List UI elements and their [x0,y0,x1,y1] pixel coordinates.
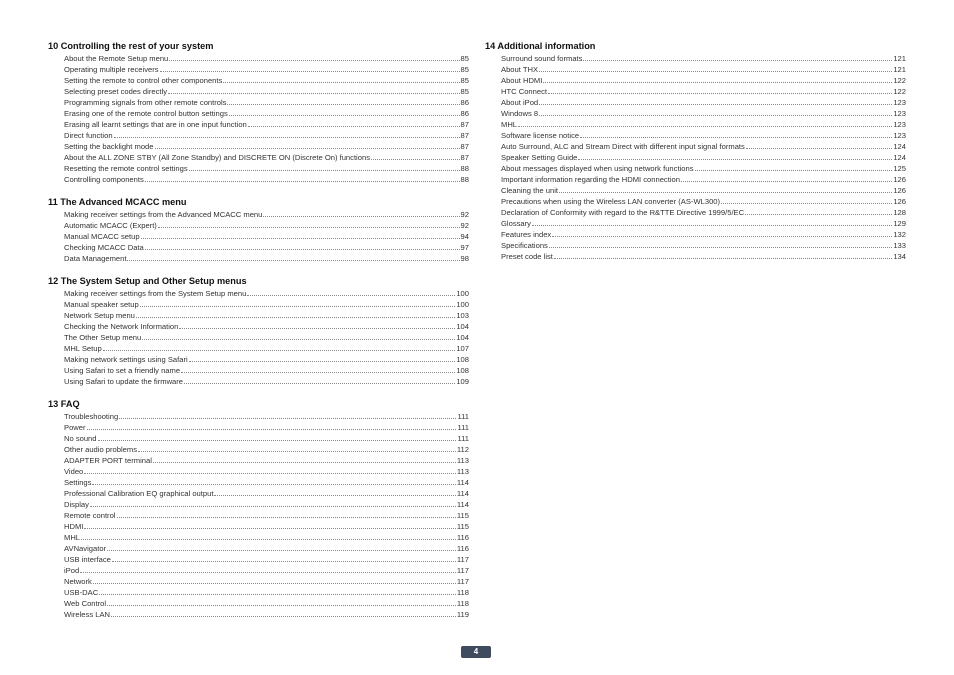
toc-entry-page: 100 [456,289,469,298]
toc-entry-link[interactable] [48,108,469,119]
toc-entry-page: 114 [456,478,469,487]
toc-entry-link[interactable] [48,466,469,477]
toc-entry-label: About the ALL ZONE STBY (All Zone Standby) and DISCRETE ON (Discrete On) functions [64,153,370,162]
toc-entry-link[interactable] [485,75,906,86]
toc-entry-label: Resetting the remote control settings [64,164,188,173]
toc-entry-label: Automatic MCACC (Expert) [64,221,157,230]
toc-entry-page: 103 [456,311,469,320]
toc-entry-label: Display [64,500,89,509]
toc-section-10-controlling-the-rest-of-your-system [48,40,469,185]
toc-entry-link[interactable] [48,521,469,532]
toc-entry-page: 109 [456,377,469,386]
toc-entry-link[interactable] [485,97,906,108]
toc-entry-link[interactable] [48,444,469,455]
dot-leader [114,130,460,138]
toc-entry-page: 114 [456,500,469,509]
toc-entry-link[interactable] [48,609,469,620]
dot-leader [84,521,455,529]
dot-leader [745,207,892,215]
dot-leader [127,253,459,261]
dot-leader [539,108,892,116]
toc-entry-page: 118 [456,599,469,608]
toc-entry-page: 85 [460,54,469,63]
dot-leader [138,444,456,452]
toc-entry-link[interactable] [48,141,469,152]
toc-entry-link[interactable] [48,499,469,510]
toc-entry-label: Specifications [501,241,548,250]
toc-entry-link[interactable] [48,310,469,321]
toc-entry-page: 126 [893,197,906,206]
toc-entry-label: Setting the backlight mode [64,142,154,151]
dot-leader [695,163,893,171]
toc-entry-label: Manual MCACC setup [64,232,140,241]
toc-entry-label: Preset code list [501,252,553,261]
dot-leader [247,288,455,296]
toc-entry-page: 117 [456,577,469,586]
toc-entry-link[interactable] [48,365,469,376]
dot-leader [721,196,892,204]
toc-entry-page: 117 [456,555,469,564]
section-title: 10 Controlling the rest of your system [48,41,214,51]
toc-entry-link[interactable] [48,354,469,365]
toc-entry-page: 114 [456,489,469,498]
toc-entry-page: 112 [456,445,469,454]
toc-entry-link[interactable] [48,299,469,310]
dot-leader [141,231,460,239]
toc-entry-page: 85 [460,87,469,96]
dot-leader [168,86,460,94]
dot-leader [155,141,460,149]
toc-entry-page: 88 [460,175,469,184]
toc-entry-link[interactable] [48,554,469,565]
toc-entry-link[interactable] [485,152,906,163]
toc-entry-link[interactable] [48,376,469,387]
dot-leader [539,97,892,105]
toc-entry-label: Operating multiple receivers [64,65,159,74]
toc-entry-page: 88 [460,164,469,173]
dot-leader [160,64,460,72]
toc-entry-label: iPod [64,566,80,575]
toc-entry-page: 123 [893,98,906,107]
toc-entry-label: Selecting preset codes directly [64,87,167,96]
toc-entry-link[interactable] [485,218,906,229]
toc-entry-page: 125 [893,164,906,173]
dot-leader [158,220,460,228]
toc-entry-label: Features index [501,230,552,239]
dot-leader [179,321,455,329]
dot-leader [539,64,892,72]
toc-entry-page: 94 [460,232,469,241]
toc-entry-label: About THX [501,65,539,74]
dot-leader [93,576,456,584]
toc-entry-page: 107 [456,344,469,353]
toc-section-12-the-system-setup-and-other-setup-menus [48,275,469,387]
dot-leader [80,565,456,573]
toc-entry-label: Remote control [64,511,116,520]
toc-entry-page: 119 [456,610,469,619]
toc-entry-page: 121 [893,54,906,63]
toc-entry-label: Programming signals from other remote controls [64,98,227,107]
dot-leader [92,477,455,485]
toc-entry-link[interactable] [48,174,469,185]
toc-entry-page: 87 [460,142,469,151]
toc-section-14-additional-information [485,40,906,262]
dot-leader [578,152,892,160]
toc-entry-label: Professional Calibration EQ graphical output [64,489,214,498]
toc-entry-label: Software license notice [501,131,580,140]
toc-entry-page: 111 [457,434,469,443]
toc-entry-link[interactable] [48,576,469,587]
toc-entry-page: 108 [456,366,469,375]
dot-leader [98,433,457,441]
dot-leader [681,174,892,182]
toc-entry-label: Web Control [64,599,107,608]
toc-entry-page: 122 [893,87,906,96]
dot-leader [227,97,459,105]
dot-leader [543,75,892,83]
dot-leader [136,310,455,318]
toc-entry-link[interactable] [48,411,469,422]
dot-leader [223,75,459,83]
dot-leader [214,488,455,496]
toc-entry-page: 92 [460,221,469,230]
toc-entry-label: MHL Setup [64,344,102,353]
toc-entry-label: Cleaning the unit [501,186,558,195]
toc-entry-link[interactable] [48,242,469,253]
dot-leader [87,422,457,430]
toc-entry-page: 128 [893,208,906,217]
toc-entry-page: 111 [457,423,469,432]
toc-entry-page: 129 [893,219,906,228]
toc-entry-label: Surround sound formats [501,54,583,63]
toc-entry-link[interactable] [48,455,469,466]
toc-entry-link[interactable] [48,97,469,108]
toc-entry-link[interactable] [48,510,469,521]
toc-entry-page: 104 [456,322,469,331]
toc-entry-link[interactable] [48,288,469,299]
toc-entry-label: AVNavigator [64,544,107,553]
toc-right-column [485,40,906,273]
toc-entry-label: Data Management [64,254,127,263]
toc-entry-page: 100 [456,300,469,309]
toc-entry-link[interactable] [48,220,469,231]
toc-entry-page: 86 [460,109,469,118]
dot-leader [181,365,455,373]
toc-entry-link[interactable] [48,64,469,75]
toc-entry-page: 124 [893,142,906,151]
toc-entry-label: Auto Surround, ALC and Stream Direct with different input signal formats [501,142,745,151]
toc-entry-link[interactable] [48,543,469,554]
dot-leader [559,185,892,193]
toc-entry-label: About messages displayed when using network functions [501,164,694,173]
toc-entry-link[interactable] [485,196,906,207]
toc-entry-label: Direct function [64,131,113,140]
section-title: 12 The System Setup and Other Setup menus [48,276,247,286]
toc-entry-page: 124 [893,153,906,162]
dot-leader [117,510,456,518]
toc-entry-page: 123 [893,131,906,140]
toc-entry-link[interactable] [48,422,469,433]
toc-entry-link[interactable] [485,130,906,141]
toc-entry-page: 113 [456,467,469,476]
toc-entry-label: USB-DAC [64,588,99,597]
toc-entry-page: 87 [460,120,469,129]
toc-entry-link[interactable] [48,231,469,242]
dot-leader [119,411,456,419]
toc-entry-page: 85 [460,65,469,74]
toc-entry-label: HTC Connect [501,87,548,96]
toc-entry-link[interactable] [485,240,906,251]
toc-entry-page: 104 [456,333,469,342]
toc-entry-page: 123 [893,109,906,118]
toc-entry-label: Settings [64,478,92,487]
toc-entry-link[interactable] [48,119,469,130]
toc-entry-link[interactable] [48,488,469,499]
page-number-badge: 4 [461,646,491,658]
toc-entry-label: Erasing one of the remote control button settings [64,109,228,118]
dot-leader [107,543,456,551]
toc-entry-label: Power [64,423,86,432]
toc-entry-page: 133 [893,241,906,250]
toc-entry-label: Precautions when using the Wireless LAN converter (AS-WL300) [501,197,721,206]
dot-leader [583,53,892,61]
toc-entry-label: HDMI [64,522,84,531]
toc-entry-label: ADAPTER PORT terminal [64,456,152,465]
toc-entry-link[interactable] [48,163,469,174]
dot-leader [548,86,892,94]
toc-entry-link[interactable] [48,86,469,97]
toc-entry-page: 86 [460,98,469,107]
dot-leader [746,141,893,149]
toc-entry-label: No sound [64,434,97,443]
section-title: 13 FAQ [48,399,80,409]
toc-section-11-the-advanced-mcacc-menu [48,196,469,264]
toc-entry-link[interactable] [485,185,906,196]
toc-entry-link[interactable] [485,53,906,64]
dot-leader [153,455,456,463]
toc-entry-page: 92 [460,210,469,219]
dot-leader [189,163,460,171]
toc-entry-link[interactable] [485,64,906,75]
dot-leader [84,466,456,474]
toc-section-13-faq [48,398,469,620]
toc-entry-link[interactable] [485,207,906,218]
dot-leader [145,242,460,250]
toc-entry-label: Wireless LAN [64,610,110,619]
toc-entry-page: 87 [460,153,469,162]
toc-entry-link[interactable] [485,86,906,97]
toc-entry-label: Video [64,467,84,476]
toc-entry-label: Making receiver settings from the Advanced MCACC menu [64,210,263,219]
dot-leader [554,251,892,259]
toc-entry-link[interactable] [48,565,469,576]
dot-leader [90,499,456,507]
toc-entry-page: 87 [460,131,469,140]
toc-entry-page: 118 [456,588,469,597]
toc-entry-link[interactable] [48,130,469,141]
toc-entry-link[interactable] [485,163,906,174]
toc-entry-link[interactable] [485,119,906,130]
toc-entry-link[interactable] [48,321,469,332]
toc-entry-label: Making receiver settings from the System Setup menu [64,289,247,298]
toc-entry-page: 122 [893,76,906,85]
toc-entry-label: The Other Setup menu [64,333,142,342]
toc-entry-label: Using Safari to update the firmware [64,377,184,386]
toc-entry-page: 116 [456,544,469,553]
toc-entry-link[interactable] [48,332,469,343]
toc-entry-label: Troubleshooting [64,412,119,421]
toc-entry-label: Checking MCACC Data [64,243,144,252]
toc-entry-link[interactable] [48,209,469,220]
dot-leader [518,119,892,127]
toc-entry-label: Network Setup menu [64,311,135,320]
toc-entry-page: 115 [456,511,469,520]
toc-entry-link[interactable] [485,174,906,185]
toc-entry-page: 98 [460,254,469,263]
toc-entry-page: 85 [460,76,469,85]
toc-entry-label: MHL [501,120,518,129]
toc-entry-label: Making network settings using Safari [64,355,188,364]
toc-entry-label: Checking the Network Information [64,322,179,331]
toc-entry-label: Other audio problems [64,445,138,454]
dot-leader [532,218,892,226]
toc-entry-label: Declaration of Conformity with regard to the R&TTE Directive 1999/5/EC [501,208,745,217]
toc-entry-label: About HDMI [501,76,543,85]
dot-leader [552,229,892,237]
dot-leader [107,598,456,606]
toc-entry-link[interactable] [48,53,469,64]
toc-entry-link[interactable] [485,229,906,240]
dot-leader [140,299,456,307]
toc-entry-link[interactable] [48,253,469,264]
dot-leader [229,108,460,116]
toc-entry-link[interactable] [485,141,906,152]
toc-entry-label: Windows 8 [501,109,539,118]
toc-entry-page: 134 [893,252,906,261]
toc-entry-label: Manual speaker setup [64,300,139,309]
dot-leader [549,240,892,248]
toc-entry-page: 108 [456,355,469,364]
toc-entry-page: 113 [456,456,469,465]
dot-leader [103,343,456,351]
toc-entry-label: Using Safari to set a friendly name [64,366,181,375]
toc-entry-link[interactable] [485,251,906,262]
toc-entry-page: 123 [893,120,906,129]
toc-entry-link[interactable] [48,598,469,609]
toc-entry-label: MHL [64,533,81,542]
toc-entry-label: About the Remote Setup menu [64,54,169,63]
toc-entry-link[interactable] [48,587,469,598]
dot-leader [371,152,460,160]
toc-entry-link[interactable] [48,152,469,163]
dot-leader [81,532,456,540]
toc-entry-page: 132 [893,230,906,239]
toc-entry-label: USB interface [64,555,111,564]
toc-left-column [48,40,469,631]
toc-entry-page: 121 [893,65,906,74]
toc-entry-label: Speaker Setting Guide [501,153,578,162]
dot-leader [111,609,456,617]
toc-entry-page: 115 [456,522,469,531]
section-title: 11 The Advanced MCACC menu [48,197,187,207]
toc-entry-page: 126 [893,186,906,195]
toc-entry-label: Setting the remote to control other components [64,76,223,85]
toc-entry-label: Network [64,577,92,586]
dot-leader [580,130,892,138]
toc-entry-label: About iPod [501,98,539,107]
toc-entry-link[interactable] [48,477,469,488]
toc-entry-label: Glossary [501,219,531,228]
dot-leader [263,209,459,217]
dot-leader [145,174,460,182]
toc-entry-page: 117 [456,566,469,575]
dot-leader [112,554,456,562]
dot-leader [248,119,460,127]
toc-entry-page: 126 [893,175,906,184]
toc-entry-link[interactable] [48,433,469,444]
toc-entry-label: Important information regarding the HDMI connection [501,175,680,184]
dot-leader [99,587,456,595]
dot-leader [142,332,455,340]
toc-entry-label: Erasing all learnt settings that are in one input function [64,120,247,129]
toc-entry-link[interactable] [48,343,469,354]
toc-entry-page: 97 [460,243,469,252]
section-title: 14 Additional information [485,41,596,51]
dot-leader [169,53,459,61]
toc-entry-page: 116 [456,533,469,542]
toc-entry-link[interactable] [485,108,906,119]
toc-entry-label: Controlling components [64,175,144,184]
toc-entry-link[interactable] [48,75,469,86]
toc-entry-link[interactable] [48,532,469,543]
toc-entry-page: 111 [457,412,469,421]
dot-leader [184,376,455,384]
dot-leader [189,354,456,362]
